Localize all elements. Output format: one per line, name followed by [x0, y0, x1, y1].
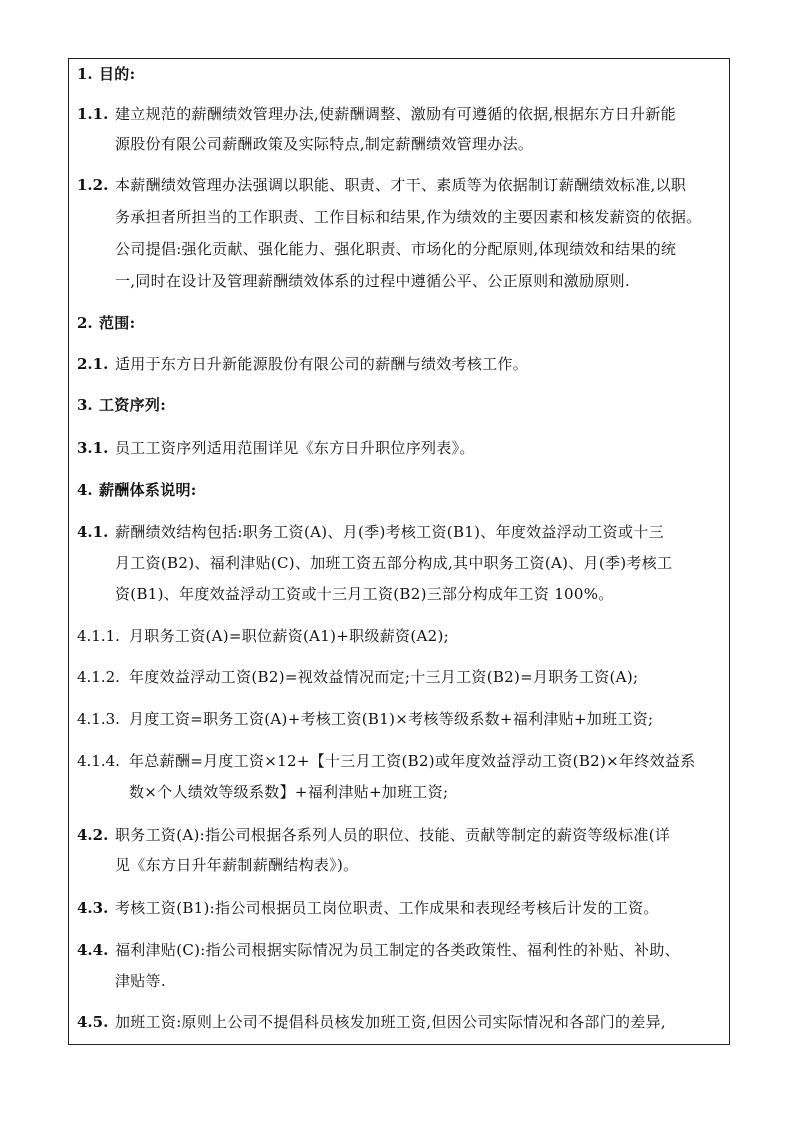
paragraph-line: 建立规范的薪酬绩效管理办法,使薪酬调整、激励有可遵循的依据,根据东方日升新能 [115, 105, 676, 123]
paragraph-line: 见《东方日升年薪制薪酬结构表》)。 [115, 856, 359, 874]
paragraph-number: 4.1.1. [77, 627, 120, 645]
paragraph-line: 源股份有限公司薪酬政策及实际特点,制定薪酬绩效管理办法。 [115, 135, 534, 153]
paragraph-number: 1.1. [77, 105, 109, 123]
paragraph-line: 月工资(B2)、福利津贴(C)、加班工资五部分构成,其中职务工资(A)、月(季)考核工 [115, 554, 673, 572]
paragraph-line: 务承担者所担当的工作职责、工作目标和结果,作为绩效的主要因素和核发薪资的依据。 [115, 208, 702, 226]
paragraph-line: 资(B1)、年度效益浮动工资或十三月工资(B2)三部分构成年工资 100%。 [115, 585, 614, 603]
section-title: 范围: [99, 314, 136, 332]
paragraph-number: 4.1.3. [77, 710, 120, 728]
paragraph-line: 加班工资:原则上公司不提倡科员核发加班工资,但因公司实际情况和各部门的差异, [115, 1013, 666, 1031]
paragraph-line: 福利津贴(C):指公司根据实际情况为员工制定的各类政策性、福利性的补贴、补助、 [115, 941, 680, 959]
paragraph-line: 本薪酬绩效管理办法强调以职能、职责、才干、素质等为依据制订薪酬绩效标准,以职 [115, 176, 687, 194]
section-number: 2. [77, 314, 93, 332]
paragraph-line: 薪酬绩效结构包括:职务工资(A)、月(季)考核工资(B1)、年度效益浮动工资或十三 [115, 523, 664, 541]
document-frame [68, 58, 730, 1045]
paragraph-line: 年总薪酬=月度工资×12+【十三月工资(B2)或年度效益浮动工资(B2)×年终效益系 [129, 752, 696, 770]
paragraph-line: 月职务工资(A)=职位薪资(A1)+职级薪资(A2); [129, 627, 449, 645]
paragraph-number: 4.1. [77, 523, 109, 541]
paragraph-line: 月度工资=职务工资(A)+考核工资(B1)×考核等级系数+福利津贴+加班工资; [129, 710, 654, 728]
section-number: 4. [77, 481, 93, 499]
section-number: 1. [77, 65, 93, 83]
paragraph-line: 数×个人绩效等级系数】+福利津贴+加班工资; [129, 783, 449, 801]
paragraph-number: 4.1.2. [77, 668, 120, 686]
paragraph-line: 津贴等. [115, 972, 166, 990]
paragraph-line: 员工工资序列适用范围详见《东方日升职位序列表》。 [115, 439, 475, 457]
paragraph-number: 4.3. [77, 899, 109, 917]
paragraph-number: 3.1. [77, 439, 109, 457]
paragraph-line: 适用于东方日升新能源股份有限公司的薪酬与绩效考核工作。 [115, 355, 529, 373]
paragraph-number: 2.1. [77, 355, 109, 373]
paragraph-line: 年度效益浮动工资(B2)=视效益情况而定;十三月工资(B2)=月职务工资(A); [129, 668, 639, 686]
paragraph-number: 4.1.4. [77, 752, 120, 770]
section-number: 3. [77, 396, 93, 414]
paragraph-line: 一,同时在设计及管理薪酬绩效体系的过程中遵循公平、公正原则和激励原则. [115, 272, 631, 290]
paragraph-number: 4.5. [77, 1013, 109, 1031]
paragraph-line: 考核工资(B1):指公司根据员工岗位职责、工作成果和表现经考核后计发的工资。 [115, 899, 659, 917]
section-title: 目的: [99, 65, 136, 83]
paragraph-number: 4.4. [77, 941, 109, 959]
section-title: 薪酬体系说明: [99, 481, 197, 499]
paragraph-number: 1.2. [77, 176, 109, 194]
section-title: 工资序列: [99, 396, 167, 414]
paragraph-line: 公司提倡:强化贡献、强化能力、强化职责、市场化的分配原则,体现绩效和结果的统 [115, 240, 677, 258]
paragraph-number: 4.2. [77, 826, 109, 844]
paragraph-line: 职务工资(A):指公司根据各系列人员的职位、技能、贡献等制定的薪资等级标准(详 [115, 826, 671, 844]
